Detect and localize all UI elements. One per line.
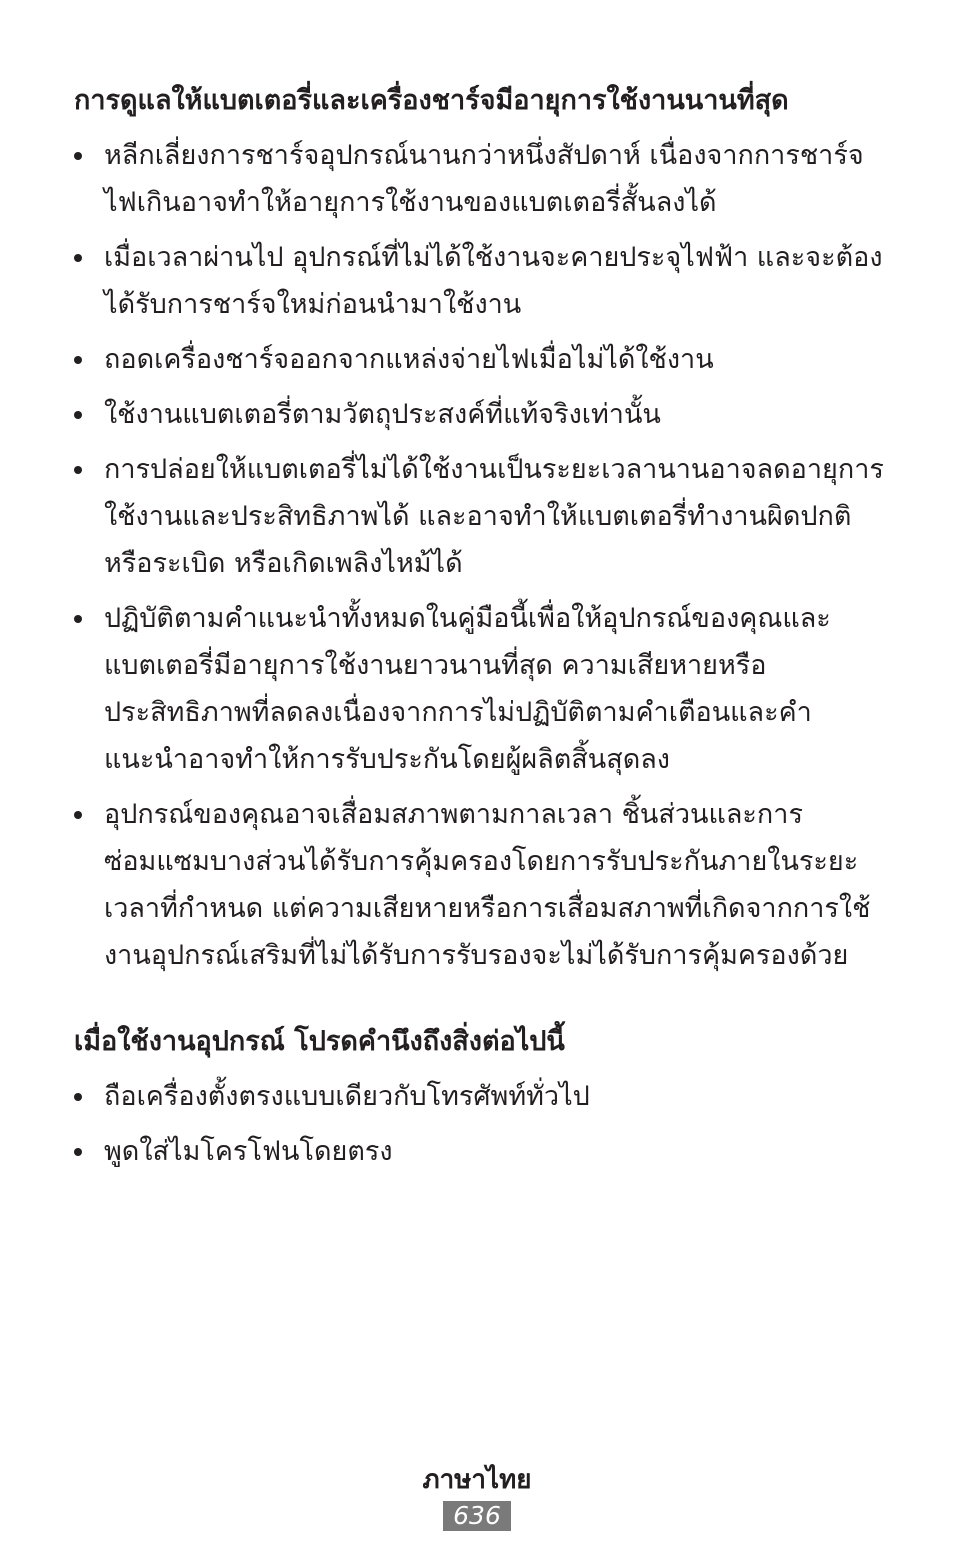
list-item — [74, 132, 884, 226]
list-item — [74, 391, 884, 438]
list-item — [74, 1128, 884, 1175]
list-item-text: การปล่อยให้แบตเตอรี่ไม่ได้ใช้งานเป็นระยะเวลานานอาจลดอายุการใช้งานและประสิทธิภาพได้ และอาจทำให้แบตเตอรี่ทำงานผิดปกติหรือระเบิด หรือเกิดเพลิงไหม้ได้ — [104, 454, 884, 579]
list-item — [74, 791, 884, 979]
list-item — [74, 595, 884, 783]
list-item-text: ปฏิบัติตามคำแนะนำทั้งหมดในคู่มือนี้เพื่อให้อุปกรณ์ของคุณและแบตเตอรี่มีอายุการใช้งานยาวนานที่สุด ความเสียหายหรือประสิทธิภาพที่ลดลงเนื่องจากการไม่ปฏิบัติตามคำเตือนและคำแนะนำอาจทำให้การรับประกันโดยผู้ผลิตสิ้นสุดลง — [104, 603, 831, 775]
battery-care-section — [74, 78, 884, 979]
list-item-text: พูดใส่ไมโครโฟนโดยตรง — [104, 1136, 393, 1167]
list-item-text: อุปกรณ์ของคุณอาจเสื่อมสภาพตามกาลเวลา ชิ้นส่วนและการซ่อมแซมบางส่วนได้รับการคุ้มครองโดยการรับประกันภายในระยะเวลาที่กำหนด แต่ความเสียหายหรือการเสื่อมสภาพที่เกิดจากการใช้งานอุปกรณ์เสริมที่ไม่ได้รับการรับรองจะไม่ได้รับการคุ้มครองด้วย — [104, 799, 871, 971]
bullet-icon — [74, 615, 82, 623]
bullet-icon — [74, 152, 82, 160]
page-number: 636 — [443, 1501, 511, 1531]
list-item-text: เมื่อเวลาผ่านไป อุปกรณ์ที่ไม่ได้ใช้งานจะคายประจุไฟฟ้า และจะต้องได้รับการชาร์จใหม่ก่อนนำมาใช้งาน — [104, 242, 883, 320]
section-heading: การดูแลให้แบตเตอรี่และเครื่องชาร์จมีอายุการใช้งานนานที่สุด — [74, 85, 789, 116]
page-content — [74, 78, 884, 1183]
footer-language: ภาษาไทย — [422, 1465, 532, 1495]
bullet-icon — [74, 811, 82, 819]
bullet-icon — [74, 1093, 82, 1101]
list-item — [74, 446, 884, 587]
bullet-icon — [74, 466, 82, 474]
list-item — [74, 336, 884, 383]
bullet-icon — [74, 411, 82, 419]
bullet-list — [74, 1073, 884, 1175]
bullet-icon — [74, 254, 82, 262]
list-item-text: ถือเครื่องตั้งตรงแบบเดียวกับโทรศัพท์ทั่วไป — [104, 1081, 590, 1112]
list-item — [74, 234, 884, 328]
bullet-icon — [74, 1148, 82, 1156]
list-item-text: ใช้งานแบตเตอรี่ตามวัตถุประสงค์ที่แท้จริงเท่านั้น — [104, 399, 661, 430]
section-heading: เมื่อใช้งานอุปกรณ์ โปรดคำนึงถึงสิ่งต่อไปนี้ — [74, 1026, 565, 1057]
device-usage-section — [74, 1019, 884, 1175]
bullet-list — [74, 132, 884, 979]
page-footer — [0, 1461, 954, 1531]
list-item-text: หลีกเลี่ยงการชาร์จอุปกรณ์นานกว่าหนึ่งสัปดาห์ เนื่องจากการชาร์จไฟเกินอาจทำให้อายุการใช้งานของแบตเตอรี่สั้นลงได้ — [104, 140, 864, 218]
list-item — [74, 1073, 884, 1120]
bullet-icon — [74, 356, 82, 364]
list-item-text: ถอดเครื่องชาร์จออกจากแหล่งจ่ายไฟเมื่อไม่ได้ใช้งาน — [104, 344, 714, 375]
